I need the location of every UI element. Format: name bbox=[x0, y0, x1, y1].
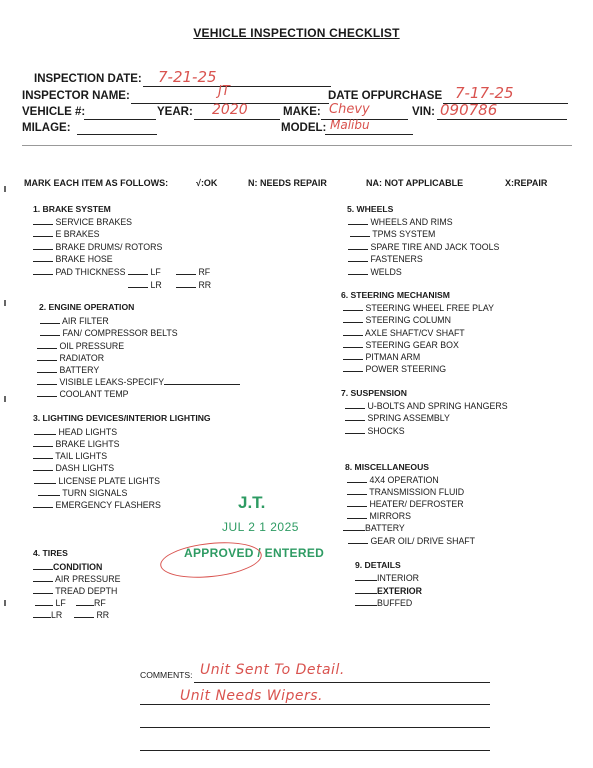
steering-item-power-steering[interactable]: POWER STEERING bbox=[343, 363, 446, 374]
brake-rf[interactable]: RF bbox=[176, 266, 210, 277]
engine-item-coolant-temp[interactable]: COOLANT TEMP bbox=[37, 388, 129, 399]
brake-section-title: 1. BRAKE SYSTEM bbox=[33, 204, 111, 214]
tires-item-condition[interactable]: CONDITION bbox=[33, 561, 102, 572]
tires-lf[interactable]: LF bbox=[35, 597, 66, 608]
steering-section-title: 6. STEERING MECHANISM bbox=[341, 290, 450, 300]
brake-lr[interactable]: LR bbox=[128, 279, 162, 290]
vehicle-line bbox=[84, 119, 156, 120]
brake-item-pad-thickness[interactable]: PAD THICKNESS bbox=[33, 266, 126, 277]
comments-line-4 bbox=[140, 750, 490, 751]
legend-not-applicable: NA: NOT APPLICABLE bbox=[366, 178, 464, 188]
brake-rr[interactable]: RR bbox=[176, 279, 211, 290]
scan-mark bbox=[4, 300, 6, 306]
suspension-item-spring-assembly[interactable]: SPRING ASSEMBLY bbox=[345, 412, 450, 423]
make-value[interactable]: Chevy bbox=[329, 102, 370, 117]
suspension-section-title: 7. SUSPENSION bbox=[341, 388, 407, 398]
details-section-title: 9. DETAILS bbox=[355, 560, 401, 570]
steering-item-axle-shaft[interactable]: AXLE SHAFT/CV SHAFT bbox=[343, 327, 465, 338]
tires-item-air-pressure[interactable]: AIR PRESSURE bbox=[33, 573, 120, 584]
wheels-item-rims[interactable]: WHEELS AND RIMS bbox=[348, 216, 453, 227]
year-value[interactable]: 2020 bbox=[212, 102, 248, 118]
details-item-exterior[interactable]: EXTERIOR bbox=[355, 585, 422, 596]
brake-lf[interactable]: LF bbox=[128, 266, 161, 277]
scan-mark bbox=[4, 396, 6, 402]
legend-needs-repair: N: NEEDS REPAIR bbox=[248, 178, 327, 188]
inspection-date-line bbox=[143, 86, 331, 87]
tires-rr[interactable]: RR bbox=[74, 609, 109, 620]
stamp-approved-entered: APPROVED / ENTERED bbox=[184, 546, 325, 560]
misc-item-heater[interactable]: HEATER/ DEFROSTER bbox=[347, 498, 464, 509]
legend-ok: √:OK bbox=[196, 178, 218, 188]
vin-value[interactable]: 090786 bbox=[440, 101, 498, 119]
legend-repair: X:REPAIR bbox=[505, 178, 548, 188]
vehicle-label: VEHICLE #: bbox=[22, 106, 86, 118]
year-line bbox=[194, 119, 280, 120]
details-item-buffed[interactable]: BUFFED bbox=[355, 597, 412, 608]
comments-handwritten-1[interactable]: Unit Sent To Detail. bbox=[200, 662, 345, 678]
engine-item-air-filter[interactable]: AIR FILTER bbox=[40, 315, 109, 326]
brake-item-e-brakes[interactable]: E BRAKES bbox=[33, 228, 99, 239]
lighting-item-emergency[interactable]: EMERGENCY FLASHERS bbox=[33, 499, 161, 510]
comments-line-1 bbox=[194, 682, 490, 683]
date-of-purchase-label: DATE OFPURCHASE bbox=[328, 90, 443, 102]
misc-section-title: 8. MISCELLANEOUS bbox=[345, 462, 430, 472]
engine-section-title: 2. ENGINE OPERATION bbox=[39, 302, 135, 312]
misc-item-4x4[interactable]: 4X4 OPERATION bbox=[347, 474, 439, 485]
scan-mark bbox=[4, 600, 6, 606]
engine-item-battery[interactable]: BATTERY bbox=[37, 364, 99, 375]
model-label: MODEL: bbox=[281, 122, 327, 134]
misc-item-mirrors[interactable]: MIRRORS bbox=[347, 510, 411, 521]
comments-handwritten-2[interactable]: Unit Needs Wipers. bbox=[180, 688, 324, 704]
misc-item-transmission-fluid[interactable]: TRANSMISSION FLUID bbox=[347, 486, 464, 497]
steering-item-gear-box[interactable]: STEERING GEAR BOX bbox=[343, 339, 459, 350]
comments-label: COMMENTS: bbox=[140, 670, 193, 680]
wheels-item-welds[interactable]: WELDS bbox=[348, 266, 402, 277]
legend-intro: MARK EACH ITEM AS FOLLOWS: bbox=[24, 178, 169, 188]
stamp-initials: J.T. bbox=[238, 493, 266, 512]
wheels-item-spare-tire[interactable]: SPARE TIRE AND JACK TOOLS bbox=[348, 241, 499, 252]
lighting-item-dash[interactable]: DASH LIGHTS bbox=[33, 462, 114, 473]
inspection-date-value[interactable]: 7-21-25 bbox=[158, 68, 217, 86]
inspector-name-label: INSPECTOR NAME: bbox=[22, 90, 130, 102]
milage-label: MILAGE: bbox=[22, 122, 71, 134]
lighting-item-head[interactable]: HEAD LIGHTS bbox=[34, 426, 117, 437]
vin-label: VIN: bbox=[412, 106, 435, 118]
lighting-item-turn-signals[interactable]: TURN SIGNALS bbox=[38, 487, 127, 498]
tires-rf[interactable]: RF bbox=[76, 597, 106, 608]
inspector-name-value[interactable]: JT bbox=[218, 84, 230, 99]
year-label: YEAR: bbox=[157, 106, 193, 118]
comments-line-2 bbox=[140, 704, 490, 705]
engine-item-visible-leaks[interactable]: VISIBLE LEAKS-SPECIFY bbox=[37, 376, 240, 387]
engine-item-belts[interactable]: FAN/ COMPRESSOR BELTS bbox=[40, 327, 178, 338]
lighting-item-license-plate[interactable]: LICENSE PLATE LIGHTS bbox=[34, 475, 160, 486]
lighting-item-brake[interactable]: BRAKE LIGHTS bbox=[33, 438, 120, 449]
lighting-item-tail[interactable]: TAIL LIGHTS bbox=[33, 450, 107, 461]
wheels-item-tpms[interactable]: TPMS SYSTEM bbox=[350, 228, 435, 239]
brake-item-hose[interactable]: BRAKE HOSE bbox=[33, 253, 113, 264]
stamp-date: JUL 2 1 2025 bbox=[222, 520, 299, 534]
tires-lr[interactable]: LR bbox=[33, 609, 62, 620]
lighting-section-title: 3. LIGHTING DEVICES/INTERIOR LIGHTING bbox=[33, 413, 211, 423]
misc-item-gear-oil[interactable]: GEAR OIL/ DRIVE SHAFT bbox=[348, 535, 475, 546]
model-line bbox=[325, 134, 413, 135]
wheels-item-fasteners[interactable]: FASTENERS bbox=[348, 253, 423, 264]
steering-item-free-play[interactable]: STEERING WHEEL FREE PLAY bbox=[343, 302, 494, 313]
header-divider bbox=[22, 145, 572, 146]
date-of-purchase-value[interactable]: 7-17-25 bbox=[455, 84, 514, 102]
milage-line bbox=[77, 134, 157, 135]
misc-item-battery[interactable]: BATTERY bbox=[343, 522, 405, 533]
suspension-item-u-bolts[interactable]: U-BOLTS AND SPRING HANGERS bbox=[345, 400, 508, 411]
details-item-interior[interactable]: INTERIOR bbox=[355, 572, 419, 583]
brake-item-service[interactable]: SERVICE BRAKES bbox=[33, 216, 132, 227]
engine-item-radiator[interactable]: RADIATOR bbox=[37, 352, 104, 363]
wheels-section-title: 5. WHEELS bbox=[347, 204, 394, 214]
comments-line-3 bbox=[140, 727, 490, 728]
page-title: VEHICLE INSPECTION CHECKLIST bbox=[193, 26, 400, 40]
inspection-date-label: INSPECTION DATE: bbox=[34, 73, 142, 85]
tires-section-title: 4. TIRES bbox=[33, 548, 68, 558]
engine-item-oil-pressure[interactable]: OIL PRESSURE bbox=[37, 340, 124, 351]
vin-line bbox=[437, 119, 567, 120]
steering-item-pitman-arm[interactable]: PITMAN ARM bbox=[343, 351, 420, 362]
model-value[interactable]: Malibu bbox=[330, 118, 370, 132]
stamp-approved-oval bbox=[159, 538, 264, 582]
scan-mark bbox=[4, 186, 6, 192]
steering-item-column[interactable]: STEERING COLUMN bbox=[343, 314, 451, 325]
suspension-item-shocks[interactable]: SHOCKS bbox=[345, 425, 405, 436]
tires-item-tread-depth[interactable]: TREAD DEPTH bbox=[33, 585, 117, 596]
brake-item-drums[interactable]: BRAKE DRUMS/ ROTORS bbox=[33, 241, 162, 252]
make-label: MAKE: bbox=[283, 106, 321, 118]
